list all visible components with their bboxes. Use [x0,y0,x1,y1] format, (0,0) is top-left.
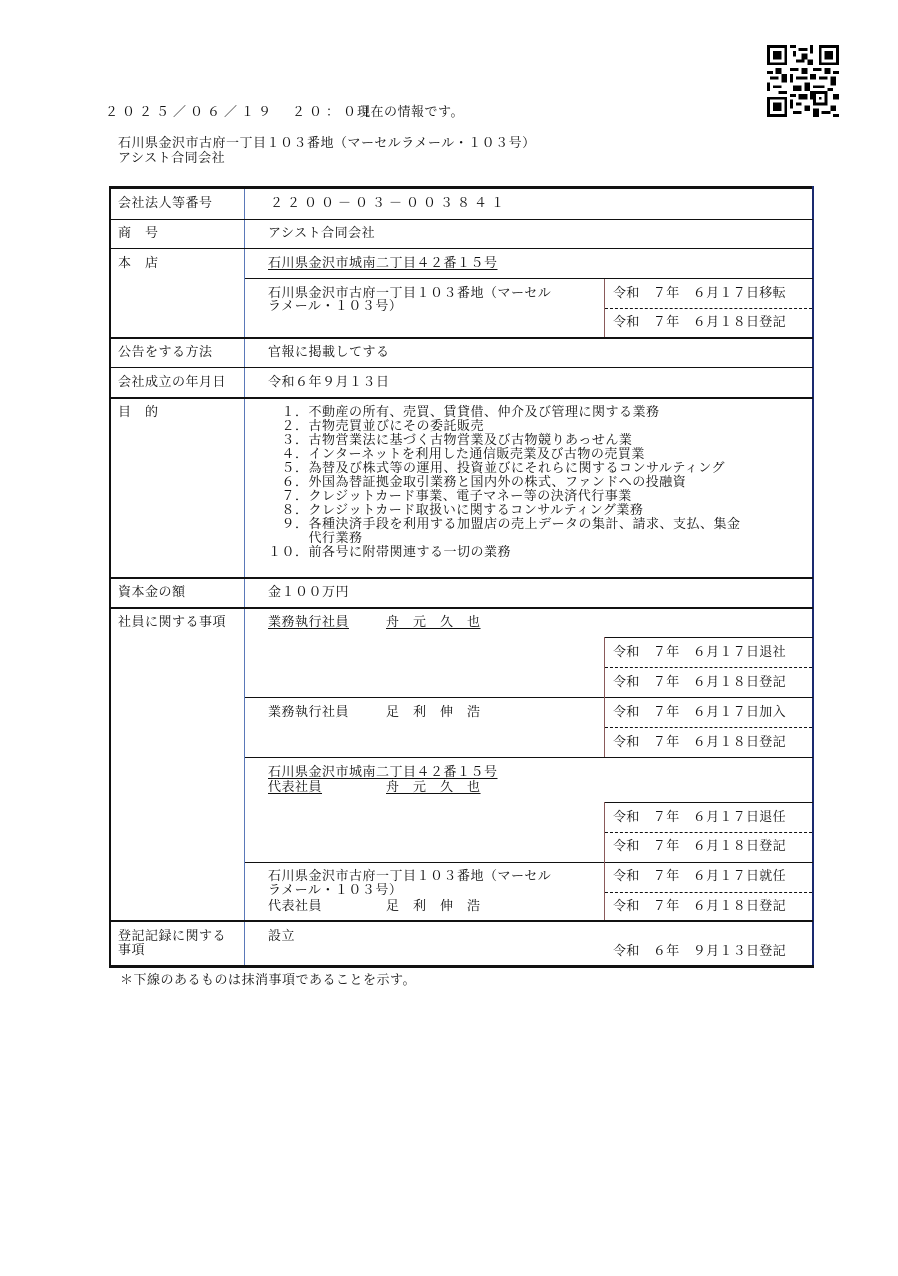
registration-record-date: 令和 ６年 ９月１３日登記 [613,944,786,959]
head-office-new-address-1: 石川県金沢市古府一丁目１０３番地（マーセル [268,286,552,301]
purpose-item: ２．古物売買並びにその委託販売 [268,419,485,434]
member-role: 業務執行社員 [268,615,350,630]
purpose-item: １０．前各号に附帯関連する一切の業務 [268,545,512,560]
timestamp: ２０２５／０６／１９ ２０：０１ [105,105,378,120]
purpose-item: ６．外国為替証拠金取引業務と国内外の株式、ファンドへの投融資 [268,475,687,490]
header-address: 石川県金沢市古府一丁目１０３番地（マーセルラメール・１０３号） [118,136,536,151]
footnote: ＊下線のあるものは抹消事項であることを示す。 [120,973,416,988]
header-company: アシスト合同会社 [118,151,226,166]
purpose-item: ５．為替及び株式等の運用、投資並びにそれらに関するコンサルティング [268,461,726,476]
purpose-list [268,406,741,560]
registration-record-value: 設立 [268,929,296,944]
member-address-1: 石川県金沢市古府一丁目１０３番地（マーセル [268,869,552,884]
trade-name-label: 商 号 [118,226,159,241]
member-event-date: 令和 ７年 ６月１７日退社 [613,645,786,660]
member-role: 代表社員 [268,780,323,795]
member-name: 舟 元 久 也 [386,615,481,630]
trade-name-value: アシスト合同会社 [268,226,376,241]
corporate-number-value: ２２００－０３－００３８４１ [270,196,509,211]
purpose-item: ３．古物営業法に基づく古物営業及び古物競りあっせん業 [268,433,633,448]
head-office-new-address-2: ラメール・１０３号） [268,299,403,314]
establishment-label: 会社成立の年月日 [118,375,227,390]
corporate-number-label: 会社法人等番号 [118,196,213,211]
member-role: 代表社員 [268,899,323,914]
status-text: 現在の情報です。 [357,105,464,120]
member-role: 業務執行社員 [268,705,350,720]
qr-code-icon [767,45,839,117]
head-office-move-date: 令和 ７年 ６月１７日移転 [613,286,786,301]
purpose-label: 目 的 [118,405,159,420]
capital-label: 資本金の額 [118,585,186,600]
member-name: 足 利 伸 浩 [386,899,481,914]
registration-record-label-1: 登記記録に関する [118,929,227,944]
purpose-item: 代行業務 [268,531,363,546]
purpose-item: ９．各種決済手段を利用する加盟店の売上データの集計、請求、支払、集金 [268,517,741,532]
member-address-2: ラメール・１０３号） [268,883,403,898]
member-name: 舟 元 久 也 [386,780,481,795]
purpose-item: ４．インターネットを利用した通信販売業及び古物の売買業 [268,447,645,462]
public-notice-label: 公告をする方法 [118,345,213,360]
public-notice-value: 官報に掲載してする [268,345,390,360]
head-office-old-address: 石川県金沢市城南二丁目４２番１５号 [268,256,498,271]
registration-record-label-2: 事項 [118,943,146,958]
member-event-date: 令和 ７年 ６月１７日退任 [613,810,786,825]
member-registered-date: 令和 ７年 ６月１８日登記 [613,899,786,914]
purpose-item: １．不動産の所有、売買、賃貸借、仲介及び管理に関する業務 [268,405,660,420]
head-office-registered-date: 令和 ７年 ６月１８日登記 [613,315,786,330]
member-registered-date: 令和 ７年 ６月１８日登記 [613,675,786,690]
member-event-date: 令和 ７年 ６月１７日就任 [613,869,786,884]
head-office-label: 本 店 [118,256,159,271]
establishment-value: 令和６年９月１３日 [268,375,390,390]
member-registered-date: 令和 ７年 ６月１８日登記 [613,839,786,854]
member-name: 足 利 伸 浩 [386,705,481,720]
purpose-item: ７．クレジットカード事業、電子マネー等の決済代行事業 [268,489,632,504]
member-registered-date: 令和 ７年 ６月１８日登記 [613,735,786,750]
member-address: 石川県金沢市城南二丁目４２番１５号 [268,765,498,780]
capital-value: 金１００万円 [268,585,350,600]
member-event-date: 令和 ７年 ６月１７日加入 [613,705,786,720]
members-label: 社員に関する事項 [118,615,227,630]
purpose-item: ８．クレジットカード取扱いに関するコンサルティング業務 [268,503,644,518]
